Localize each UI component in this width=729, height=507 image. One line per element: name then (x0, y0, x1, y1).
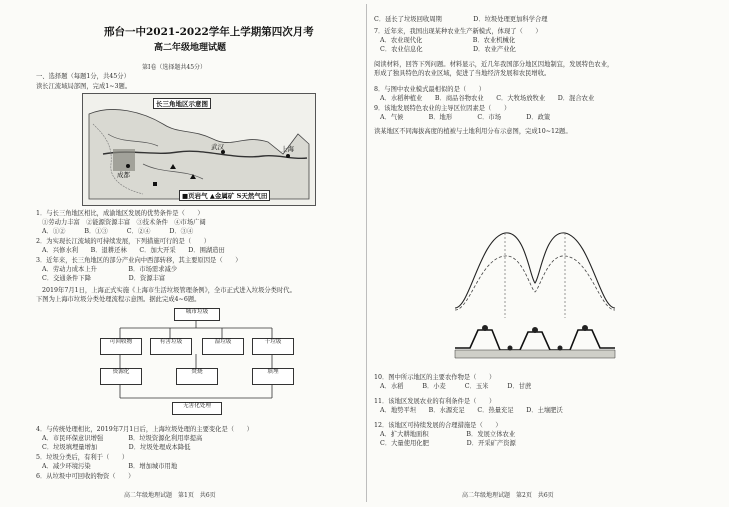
question-line: 4．与传统处理相比，2019年7月1日后，上海垃圾处理的主要变化是（ ） (36, 426, 253, 433)
question-line: 2．为实现长江流域的可持续发展，下列措施可行的是（ ） (36, 238, 211, 245)
question-line: C．垃圾填埋量增加 D．垃圾处理成本降低 (42, 444, 191, 451)
left-page-footer: 高二年级地理试题 第1页 共6页 (124, 492, 216, 499)
map-city-shanghai: 上海 (281, 145, 294, 153)
flow-box: 有害垃圾 (150, 338, 192, 355)
school-title: 邢台一中2021-2022学年上学期第四次月考 (104, 26, 314, 38)
question-line: A．水稻种植业 B．商品谷物农业 C．大牧场放牧业 D．混合农业 (380, 95, 595, 102)
left-page (34, 6, 364, 500)
question-line: 形成了独具特色的农业区域，促进了当地经济发展和农民增收。 (374, 70, 551, 77)
right-page-footer: 高二年级地理试题 第2页 共6页 (462, 492, 554, 499)
flow-box: 湿垃圾 (202, 338, 244, 355)
question-line: A．农业现代化 B．农业机械化 (380, 37, 516, 44)
question-line: 7．近年来，我国出现某种农业生产新模式，体现了（ ） (374, 28, 542, 35)
flow-connectors (96, 306, 296, 416)
question-line: A．气候 B．地形 C．市场 D．政策 (380, 114, 551, 121)
question-line: A．市民环保意识增强 B．垃圾资源化利用率提高 (42, 435, 203, 442)
exam-title: 高二年级地理试题 (154, 43, 227, 53)
question-line: 5．垃圾分类后，有利于（ ） (36, 454, 129, 461)
flow-box: 焚烧 (176, 368, 218, 385)
part1-label: 第Ⅰ卷（选择题共45分） (142, 64, 207, 71)
question-line: 9．该地发展特色农业的主导区位因素是（ ） (374, 105, 511, 112)
flow-box-top: 城市垃圾 (174, 308, 220, 321)
map-caption: 长三角地区示意图 (153, 98, 211, 109)
question-line: A．兴修水利 B．退耕还林 C．加大开采 D．围湖造田 (42, 247, 225, 254)
flow-box: 填埋 (252, 368, 294, 385)
question-line: A．①② B．①③ C．②④ D．③④ (42, 228, 194, 235)
question-line: 11．该地区发展农业的有利条件是（ ） (374, 398, 496, 405)
question-line: 1．与长三角地区相比，成渝地区发展的优势条件是（ ） (36, 210, 204, 217)
question-line: 3．近年来，长三角地区的部分产业向中西部转移，其主要原因是（ ） (36, 257, 242, 264)
question-line: A．劳动力成本上升 B．市场需求减少 (42, 266, 178, 273)
question-line: C．交通条件下降 D．资源丰富 (42, 275, 166, 282)
terrain-graphic (450, 218, 620, 368)
question-line: A．扩大耕地面积 B．发展立体农业 (380, 431, 516, 438)
question-line: 6．从垃圾中可回收的物资（ ） (36, 473, 135, 480)
question-line: 12．该地区可持续发展的合理措施是（ ） (374, 422, 502, 429)
flow-box: 干垃圾 (252, 338, 294, 355)
question-line: 读某地区不同海拔高度的植被与土地利用分布示意图，完成10~12题。 (374, 128, 572, 135)
question-line: ①劳动力丰富 ②能源资源丰富 ③技术条件 ④市场广阔 (42, 219, 206, 226)
question-line: A．减少环境污染 B．增加城市用地 (42, 463, 178, 470)
flow-box-bottom: 无害化处理 (172, 402, 222, 415)
intro-text: 读长江流域局部图，完成1~3题。 (36, 83, 132, 90)
question-line: 下图为上海市垃圾分类处理流程示意图。据此完成4~6题。 (36, 296, 201, 303)
flow-box: 资源化 (100, 368, 142, 385)
garbage-flow-diagram (96, 306, 296, 416)
map-city-chengdu: 成都 (117, 171, 130, 179)
question-line: C．大量使用化肥 D．开采矿产资源 (380, 440, 516, 447)
question-line: C．延长了垃圾回收周期 D．垃圾处理更加科学合理 (374, 16, 548, 23)
question-line: 2019年7月1日，上海正式实施《上海市生活垃圾管理条例》，全市正式进入垃圾分类时代。 (42, 287, 296, 294)
map-city-wuhan: 武汉 (211, 143, 224, 151)
question-line: A．水稻 B．小麦 C．玉米 D．甘蔗 (380, 383, 532, 390)
question-line: 8．与图中农业模式最相似的是（ ） (374, 86, 486, 93)
map-legend: ■页岩气 ▲金属矿 S天然气田 (179, 190, 270, 201)
flow-box: 可回收物 (100, 338, 142, 355)
question-line: 10．图中所示地区的主要农作物是（ ） (374, 374, 496, 381)
question-line: A．地势平坦 B．水源充足 C．热量充足 D．土壤肥沃 (380, 407, 563, 414)
yangtze-map (82, 93, 316, 206)
right-page (372, 6, 692, 500)
question-line: 阅读材料，回答下列问题。材料显示，近几年我国部分地区因地制宜，发展特色农业， (374, 61, 614, 68)
question-line: C．农业信息化 D．农业产业化 (380, 46, 516, 53)
terrain-profile-figure (450, 218, 620, 368)
page-divider (366, 4, 367, 502)
section-heading: 一、选择题（每题1分，共45分） (36, 73, 130, 80)
